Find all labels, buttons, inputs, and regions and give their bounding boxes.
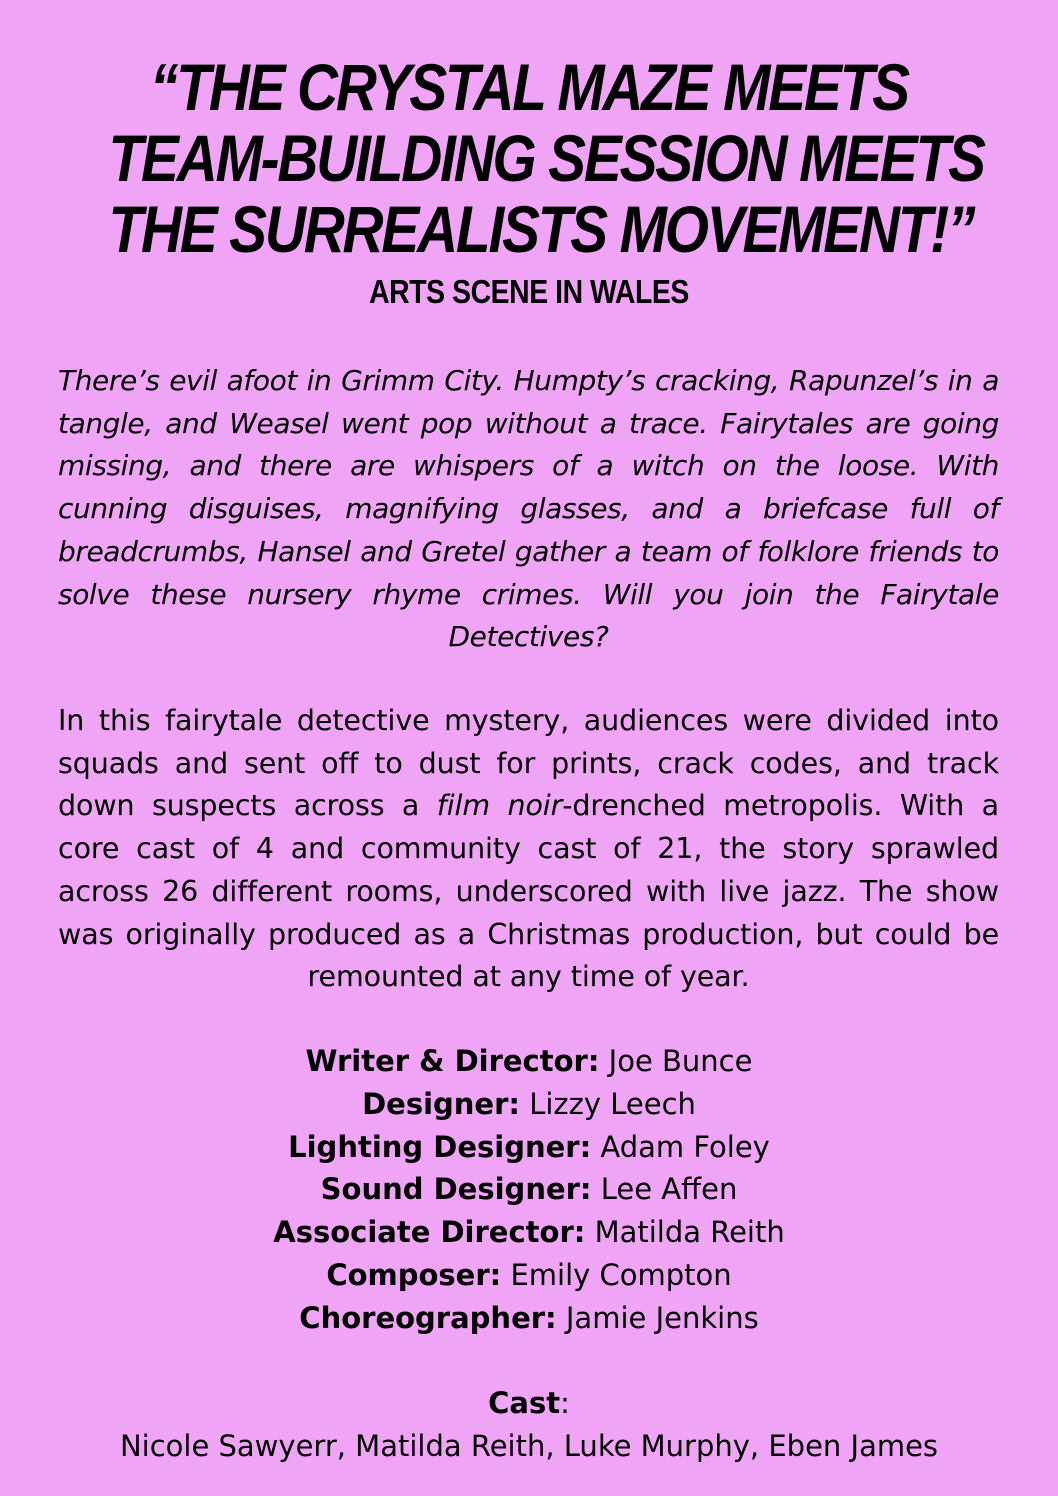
press-quote — [108, 50, 984, 266]
credit-item — [0, 1254, 1058, 1297]
credit-item — [0, 1040, 1058, 1083]
credit-role: Choreographer: — [299, 1300, 557, 1335]
credit-name: Lizzy Leech — [529, 1086, 696, 1121]
credit-role: Sound Designer: — [320, 1172, 592, 1207]
press-quote-line: “THE CRYSTAL MAZE MEETS — [150, 50, 908, 124]
credits-list — [0, 1040, 1058, 1340]
press-quote-line: TEAM-BUILDING SESSION MEETS — [108, 121, 984, 195]
credit-name: Joe Bunce — [608, 1044, 753, 1078]
press-quote-line: THE SURREALISTS MOVEMENT!” — [108, 192, 974, 266]
credit-name: Adam Foley — [600, 1129, 770, 1164]
credit-role: Composer: — [326, 1257, 502, 1292]
description-emphasis: film noir — [436, 789, 563, 823]
synopsis-paragraph: There’s evil afoot in Grimm City. Humpty’s cracking, Rapunzel’s in a tangle, and Weasel went pop without a trace. Fairytales are going missing, and there are whispers of a witch on the loose. With cunning disguises, magnifying glasses, and a briefcase full of breadcrumbs, Hansel and Gretel gather a team of folklore friends to solve these nursery rhyme crimes. Will you join the Fairytale Detectives? — [58, 364, 999, 654]
cast-heading-separator: : — [560, 1386, 570, 1420]
cast-heading-label: Cast — [488, 1386, 561, 1420]
cast-names: Nicole Sawyerr, Matilda Reith, Luke Murphy, Eben James — [119, 1429, 939, 1463]
credit-name: Jamie Jenkins — [565, 1300, 759, 1335]
quote-source: ARTS SCENE IN WALES — [369, 273, 689, 310]
credit-item — [0, 1168, 1058, 1211]
credit-name: Matilda Reith — [594, 1215, 785, 1250]
credit-role: Associate Director: — [273, 1215, 586, 1250]
credit-role: Designer: — [362, 1086, 520, 1121]
credit-role: Writer & Director: — [305, 1044, 600, 1078]
credit-item — [0, 1126, 1058, 1169]
credit-role: Lighting Designer: — [288, 1129, 592, 1164]
credit-item — [0, 1211, 1058, 1254]
credit-item — [0, 1083, 1058, 1126]
credit-item — [0, 1297, 1058, 1340]
description-text: -drenched metropolis. With a core cast of 4 and community cast of 21, the story sprawled across 26 different rooms, underscored with live jazz. The show was originally produced as a Christmas production, but could be remounted at any time of year. — [58, 789, 999, 994]
description-paragraph — [58, 700, 999, 999]
credit-name: Emily Compton — [510, 1257, 732, 1292]
cast-heading — [0, 1382, 1058, 1424]
description-text: In this fairytale detective mystery, audiences were divided into squads and sent off to dust for prints, crack codes, and track down suspects across a — [58, 704, 999, 823]
credit-name: Lee Affen — [600, 1172, 738, 1207]
